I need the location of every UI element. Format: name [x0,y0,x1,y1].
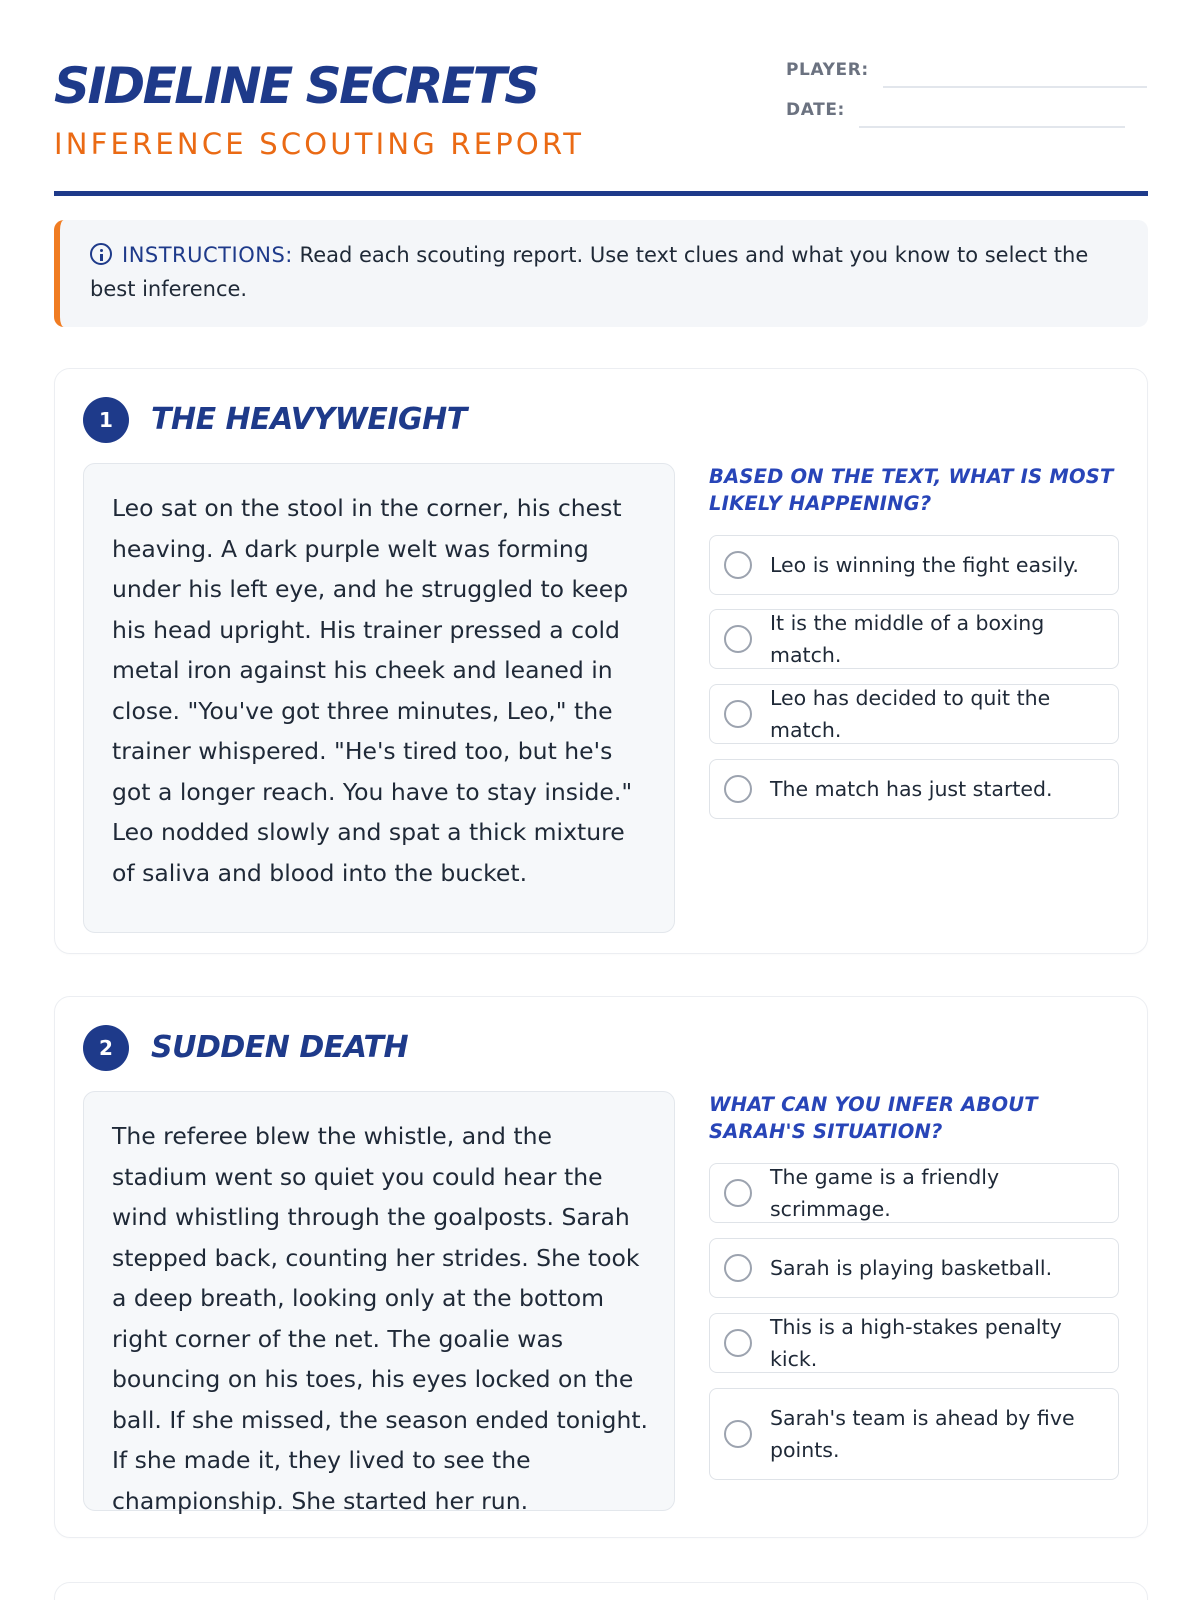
radio-button[interactable] [724,1329,752,1357]
question-title: THE HEAVYWEIGHT [151,402,467,437]
passage-text: The referee blew the whistle, and the stadium went so quiet you could hear the wind whistling through the goalposts. Sarah stepped back, counting her strides. She took a deep breath, looking only at the bottom right corner of the net. The goalie was bouncing on his toes, his eyes locked on the ball. If she missed, the season ended tonight. If she made it, they lived to see the championship. She started her run. [83,1091,675,1511]
radio-button[interactable] [724,1254,752,1282]
answer-option[interactable] [709,609,1119,669]
info-circle-icon [90,243,112,265]
option-label: Sarah is playing basketball. [770,1256,1053,1280]
answer-option[interactable] [709,684,1119,744]
question-number-badge: 1 [83,397,129,443]
answer-option[interactable] [709,535,1119,595]
option-label: Leo has decided to quit the match. [770,686,1051,742]
option-label: The game is a friendly scrimmage. [770,1165,1000,1221]
radio-button[interactable] [724,551,752,579]
answer-option[interactable] [709,1313,1119,1373]
question-card-3-partial [54,1582,1148,1600]
radio-button[interactable] [724,625,752,653]
answer-option[interactable] [709,1163,1119,1223]
answer-option[interactable] [709,1388,1119,1480]
instructions-text: Read each scouting report. Use text clues and what you know to select the best inference. [90,243,1089,301]
question-prompt: BASED ON THE TEXT, WHAT IS MOST LIKELY HAPPENING? [709,465,1114,515]
question-title: SUDDEN DEATH [151,1030,409,1065]
instructions-label: INSTRUCTIONS: [122,243,293,267]
option-label: It is the middle of a boxing match. [770,611,1045,667]
question-prompt: WHAT CAN YOU INFER ABOUT SARAH'S SITUATION? [709,1093,1038,1143]
radio-button[interactable] [724,1179,752,1207]
option-label: The match has just started. [770,777,1053,801]
date-field[interactable] [786,100,1125,120]
option-label: This is a high-stakes penalty kick. [770,1315,1062,1371]
date-line[interactable] [859,126,1125,128]
player-line[interactable] [883,86,1147,88]
radio-button[interactable] [724,775,752,803]
page-subtitle: INFERENCE SCOUTING REPORT [54,127,585,161]
radio-button[interactable] [724,700,752,728]
player-field[interactable] [786,60,1147,80]
question-card-1 [54,368,1148,954]
answer-option[interactable] [709,1238,1119,1298]
answer-option[interactable] [709,759,1119,819]
option-label: Sarah's team is ahead by five points. [770,1406,1075,1462]
radio-button[interactable] [724,1420,752,1448]
option-label: Leo is winning the fight easily. [770,553,1079,577]
question-number-badge: 2 [83,1025,129,1071]
passage-text: Leo sat on the stool in the corner, his chest heaving. A dark purple welt was forming under his left eye, and he struggled to keep his head upright. His trainer pressed a cold metal iron against his cheek and leaned in close. "You've got three minutes, Leo," the trainer whispered. "He's tired too, but he's got a longer reach. You have to stay inside." Leo nodded slowly and spat a thick mixture of saliva and blood into the bucket. [83,463,675,933]
date-label: DATE: [786,100,845,120]
question-card-2 [54,996,1148,1538]
page-title: SIDELINE SECRETS [54,57,538,115]
instructions-box [54,220,1148,327]
player-label: PLAYER: [786,60,869,80]
